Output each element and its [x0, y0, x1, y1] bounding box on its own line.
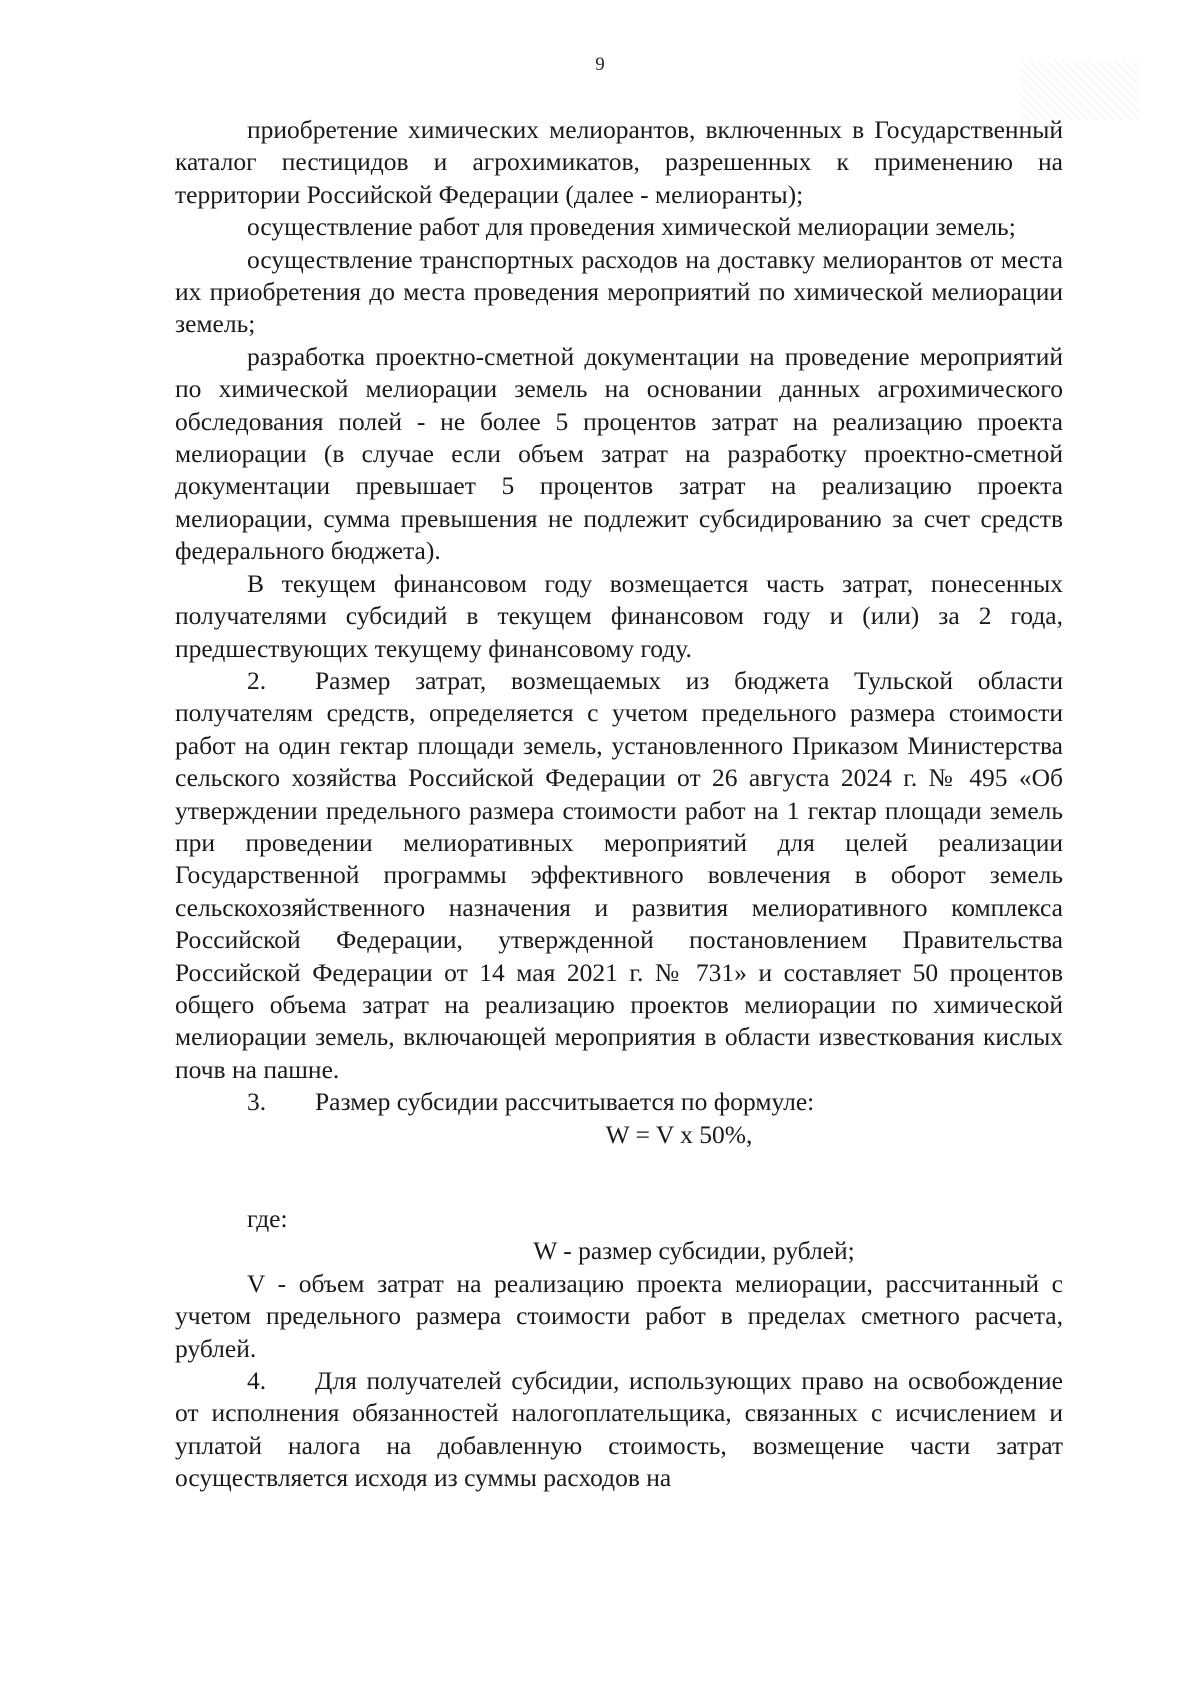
- item-2: [175, 665, 1063, 1086]
- subsidy-formula: W = V x 50%,: [605, 1119, 753, 1149]
- item-2-number: 2.: [247, 665, 267, 695]
- definition-w: W - размер субсидии, рублей;: [533, 1236, 855, 1266]
- item-3-number: 3.: [247, 1087, 267, 1117]
- paragraph-transport: осуществление транспортных расходов на доставку мелиорантов от места их приобретения до места проведения мероприятий по химической мелиорации земель;: [175, 244, 1063, 339]
- item-4: [175, 1365, 1063, 1495]
- document-body: [175, 114, 1063, 1495]
- page-number: 9: [595, 54, 605, 75]
- item-3-text: Размер субсидии рассчитывается по формуле:: [315, 1087, 815, 1117]
- paragraph-design-docs: разработка проектно-сметной документации на проведение мероприятий по химической мелиорации земель на основании данных агрохимического обследования полей - не более 5 процентов затрат на реализацию проекта мелиорации (в случае если объем затрат на разработку проектно-сметной документации превышает 5 процентов затрат на реализацию проекта мелиорации, сумма превышения не подлежит субсидированию за счет средств федерального бюджета).: [175, 341, 1063, 566]
- paragraph-current-year: В текущем финансовом году возмещается часть затрат, понесенных получателями субсидий в текущем финансовом году и (или) за 2 года, предшествующих текущему финансовому году.: [175, 568, 1063, 663]
- item-3: [175, 1086, 1063, 1118]
- paragraph-chemical-meliorants: приобретение химических мелиорантов, включенных в Государственный каталог пестицидов и агрохимикатов, разрешенных к применению на территории Российской Федерации (далее - мелиоранты);: [175, 115, 1063, 209]
- item-4-text: Для получателей субсидии, использующих право на освобождение от исполнения обязанностей налогоплательщика, связанных с исчислением и уплатой налога на добавленную стоимость, возмещение части затрат осуществляется исходя из суммы расходов на: [175, 1366, 1063, 1493]
- item-4-number: 4.: [247, 1366, 267, 1396]
- paragraph-works: осуществление работ для проведения химической мелиорации земель;: [247, 212, 1016, 242]
- definition-v: V - объем затрат на реализацию проекта мелиорации, рассчитанный с учетом предельного размера стоимости работ в пределах сметного расчета, рублей.: [175, 1268, 1063, 1363]
- where-label: где:: [247, 1204, 288, 1233]
- item-2-text: Размер затрат, возмещаемых из бюджета Тульской области получателям средств, определяется с учетом предельного размера стоимости работ на один гектар площади земель, установленного Приказом Министерства сельского хозяйства Российской Федерации от 26 августа 2024 г. № 495 «Об утверждении предельного размера стоимости работ на 1 гектар площади земель при проведении мелиоративных мероприятий для целей реализации Государственной программы эффективного вовлечения в оборот земель сельскохозяйственного назначения и развития мелиоративного комплекса Российской Федерации, утвержденной постановлением Правительства Российской Федерации от 14 мая 2021 г. № 731» и составляет 50 процентов общего объема затрат на реализацию проектов мелиорации по химической мелиорации земель, включающей мероприятия в области известкования кислых почв на пашне.: [175, 665, 1063, 1084]
